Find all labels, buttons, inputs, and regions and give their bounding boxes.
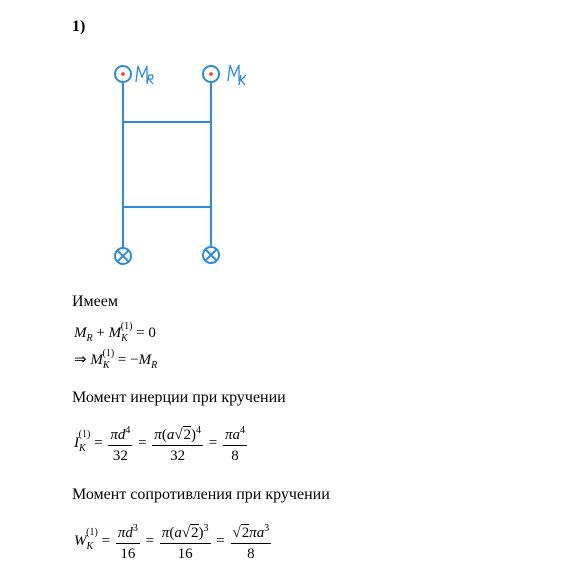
equation-result: ⇒ $M_K^{(1)} = -M_R$ [74,348,158,371]
text-inertia: Момент инерции при кручении [72,389,286,406]
text-have: Имеем [72,293,119,310]
equation-section-modulus: $W_K^{(1)}$ = $\frac{\pi d^3}{16}$ = $\frac{\pi(a√2)^3}{16}$ = $\frac{√2\pi a^3}{8}$ [74,520,273,563]
text-resistance: Момент сопротивления при кручении [72,486,330,503]
label-m-k [228,65,246,85]
equation-inertia: $I_K^{(1)}$ = $\frac{\pi d^4}{32}$ = $\frac{\pi(a√2)^4}{32}$ = $\frac{\pi a^4}{8}$ [74,422,249,465]
equation-balance: $M_R + M_K^{(1)} = 0$ [74,321,156,344]
torsion-diagram [100,55,260,275]
label-m-r [136,66,153,84]
section-number: 1) [72,18,86,35]
